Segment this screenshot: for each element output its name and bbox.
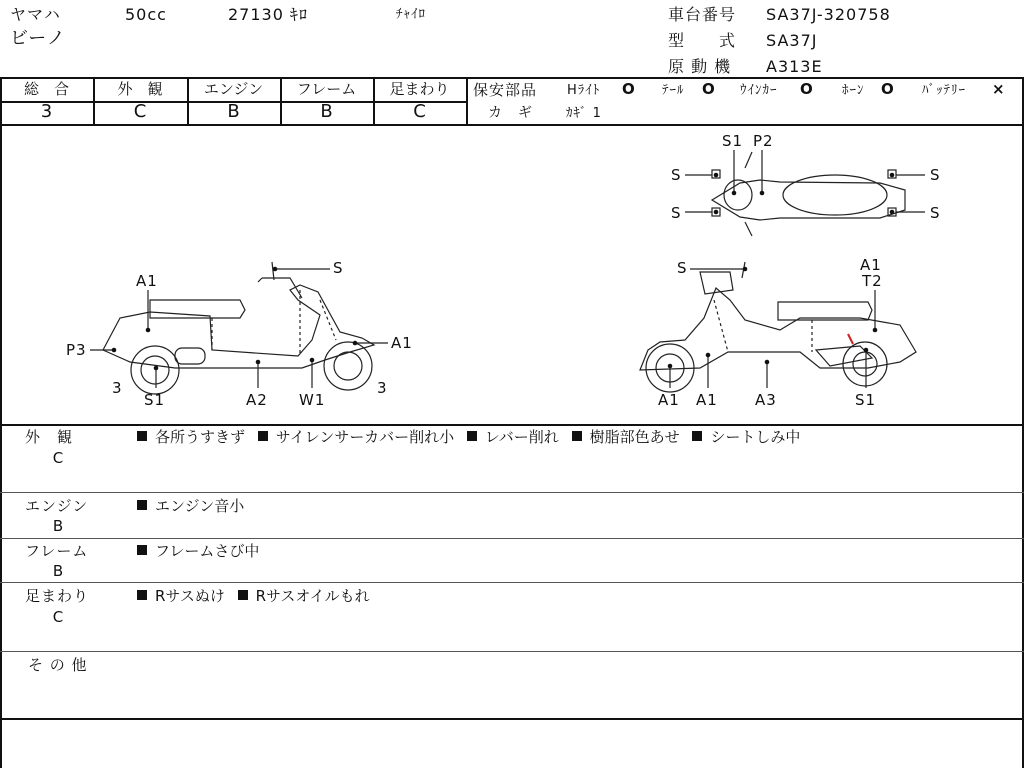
- divider: [0, 718, 1024, 720]
- note-item: 各所うすきず: [155, 428, 246, 446]
- key-label: カ ギ: [488, 105, 533, 121]
- chassis-value: SA37J-320758: [766, 5, 891, 24]
- safety-tail: ﾃｰﾙ: [662, 83, 685, 98]
- comment-title: 足まわり: [25, 587, 90, 605]
- safety-horn: ﾎｰﾝ: [842, 83, 865, 98]
- damage-mark: [848, 334, 853, 344]
- comment-grade: C: [52, 449, 64, 467]
- top-view-diagram: [685, 150, 925, 236]
- type-value: SA37J: [766, 31, 818, 50]
- diagram-label: W1: [299, 391, 326, 409]
- diagram-label: S1: [855, 391, 877, 409]
- grade-suspension-value: C: [413, 101, 426, 122]
- left-side-diagram: [90, 262, 388, 394]
- diagram-label: S1: [144, 391, 166, 409]
- note-item: 樹脂部色あせ: [589, 428, 680, 446]
- divider: [0, 582, 1024, 583]
- safety-winker-mark: O: [800, 80, 814, 98]
- safety-headlight: Hﾗｲﾄ: [567, 83, 601, 98]
- grade-engine-value: B: [227, 101, 240, 122]
- grade-total-label: 総 合: [23, 80, 69, 98]
- type-label: 型 式: [668, 31, 737, 50]
- color: ﾁｬｲﾛ: [396, 7, 426, 22]
- comment-notes: [137, 542, 267, 560]
- comment-title: 外 観: [25, 428, 74, 446]
- safety-horn-mark: O: [881, 80, 895, 98]
- comment-grade: B: [52, 562, 64, 580]
- diagram-label: A1: [391, 334, 413, 352]
- diagram-label: A1: [136, 272, 158, 290]
- note-item: シートしみ中: [710, 428, 801, 446]
- comment-title: そ の 他: [28, 656, 88, 674]
- diagram-label: S: [333, 259, 344, 277]
- note-item: サイレンサーカバー削れ小: [275, 428, 455, 446]
- comment-grade: C: [52, 608, 64, 626]
- grade-exterior-label: 外 観: [117, 80, 163, 98]
- mileage: 27130 ｷﾛ: [228, 5, 308, 24]
- safety-title: 保安部品: [473, 81, 538, 99]
- diagram-label: S: [930, 166, 941, 184]
- divider: [0, 424, 1024, 426]
- diagram-label: P2: [753, 132, 774, 150]
- diagram-label: S: [671, 166, 682, 184]
- key-value: ｶｷﾞ 1: [566, 106, 602, 121]
- scooter-diagrams: [0, 126, 1022, 424]
- diagram-label: A2: [246, 391, 268, 409]
- divider: [0, 538, 1024, 539]
- safety-battery: ﾊﾞｯﾃﾘｰ: [922, 83, 966, 98]
- diagram-label: A1: [696, 391, 718, 409]
- grade-frame-value: B: [320, 101, 333, 122]
- grade-exterior-value: C: [133, 101, 147, 122]
- diagram-label: S: [671, 204, 682, 222]
- diagram-label: 3: [112, 379, 123, 397]
- divider: [0, 492, 1024, 493]
- engine-label: 原 動 機: [668, 57, 732, 76]
- safety-tail-mark: O: [702, 80, 716, 98]
- comment-title: エンジン: [25, 497, 89, 515]
- comment-notes: [137, 428, 808, 446]
- divider: [0, 651, 1024, 652]
- diagram-label: S: [677, 259, 688, 277]
- safety-winker: ｳｲﾝｶｰ: [740, 83, 778, 98]
- grade-engine-label: エンジン: [203, 80, 264, 98]
- chassis-label: 車台番号: [668, 5, 737, 24]
- safety-battery-mark: ×: [992, 80, 1006, 98]
- diagram-label: T2: [862, 272, 883, 290]
- diagram-label: P3: [66, 341, 87, 359]
- note-item: エンジン音小: [155, 497, 245, 515]
- engine-value: A313E: [766, 57, 823, 76]
- comment-title: フレーム: [25, 542, 89, 560]
- divider: [466, 77, 468, 125]
- maker: ヤマハ: [10, 5, 61, 24]
- diagram-label: 3: [377, 379, 388, 397]
- safety-headlight-mark: O: [622, 80, 636, 98]
- note-item: Rサスぬけ: [155, 587, 225, 605]
- divider: [0, 77, 1024, 79]
- note-item: Rサスオイルもれ: [255, 587, 370, 605]
- note-item: レバー削れ: [484, 428, 559, 446]
- grade-frame-label: フレーム: [296, 80, 357, 98]
- comment-grade: B: [52, 517, 64, 535]
- diagram-label: A1: [860, 256, 882, 274]
- grade-total-value: 3: [40, 101, 53, 122]
- displacement: 50cc: [125, 5, 167, 24]
- diagram-label: A1: [658, 391, 680, 409]
- note-item: フレームさび中: [155, 542, 260, 560]
- grade-suspension-label: 足まわり: [389, 80, 450, 98]
- diagram-label: S1: [722, 132, 744, 150]
- diagram-label: S: [930, 204, 941, 222]
- diagram-label: A3: [755, 391, 777, 409]
- comment-notes: [137, 587, 378, 605]
- comment-notes: [137, 497, 252, 515]
- model-name: ビーノ: [10, 28, 66, 49]
